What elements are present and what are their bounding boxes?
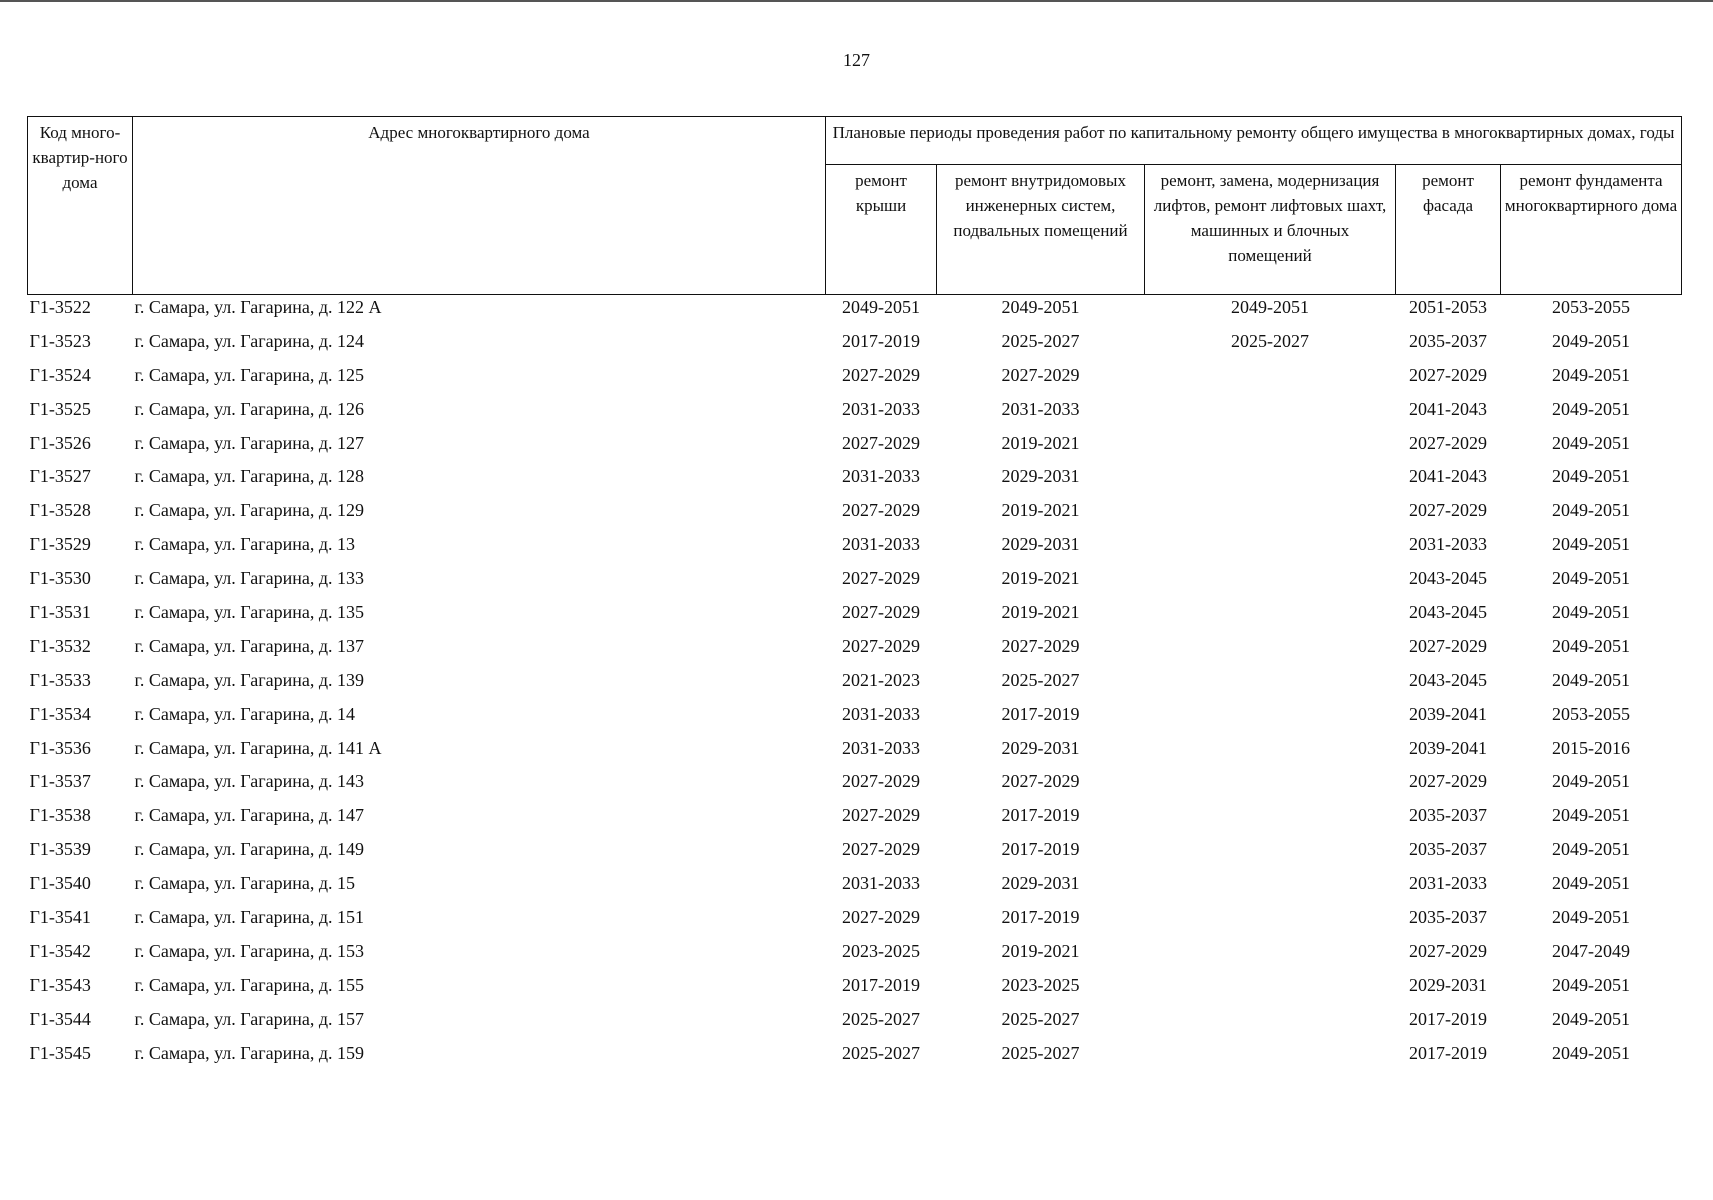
cell-address: г. Самара, ул. Гагарина, д. 135 xyxy=(134,602,365,623)
cell-lifts xyxy=(1145,532,1396,566)
cell-facade: 2017-2019 xyxy=(1409,1042,1487,1063)
cell-foundation: 2049-2051 xyxy=(1552,839,1631,860)
cell-lifts xyxy=(1145,431,1396,465)
cell-lifts xyxy=(1145,803,1396,837)
cell-roof: 2049-2051 xyxy=(842,297,920,317)
cell-lifts xyxy=(1145,1041,1396,1075)
header-periods-group xyxy=(826,117,1682,165)
table-row xyxy=(28,363,1682,397)
cell-systems: 2031-2033 xyxy=(1001,398,1080,419)
cell-roof: 2025-2027 xyxy=(842,1008,920,1029)
table-row xyxy=(28,431,1682,465)
cell-address: г. Самара, ул. Гагарина, д. 153 xyxy=(134,940,365,961)
table-row xyxy=(28,736,1682,770)
cell-lifts xyxy=(1145,363,1396,397)
cell-systems: 2025-2027 xyxy=(1001,330,1080,351)
table-row xyxy=(28,600,1682,634)
header-lifts: ремонт, замена, модернизация лифтов, ремонт лифтовых шахт, машинных и блочных помещений xyxy=(1145,165,1396,295)
cell-systems: 2029-2031 xyxy=(1001,737,1080,758)
cell-lifts xyxy=(1145,871,1396,905)
cell-code: Г1-3529 xyxy=(29,534,91,555)
cell-code: Г1-3530 xyxy=(29,568,91,589)
table-row xyxy=(28,498,1682,532)
cell-address: г. Самара, ул. Гагарина, д. 133 xyxy=(134,568,365,589)
cell-foundation: 2053-2055 xyxy=(1552,297,1631,317)
cell-code: Г1-3543 xyxy=(29,974,91,995)
cell-facade: 2035-2037 xyxy=(1409,805,1487,826)
cell-roof: 2027-2029 xyxy=(842,635,920,656)
table-row xyxy=(28,803,1682,837)
cell-address: г. Самара, ул. Гагарина, д. 126 xyxy=(134,398,365,419)
cell-address: г. Самара, ул. Гагарина, д. 15 xyxy=(134,873,356,894)
cell-systems: 2029-2031 xyxy=(1001,466,1080,487)
table-row xyxy=(28,397,1682,431)
cell-systems: 2017-2019 xyxy=(1001,703,1080,724)
cell-roof: 2031-2033 xyxy=(842,466,920,487)
cell-facade: 2041-2043 xyxy=(1409,398,1487,419)
table-row xyxy=(28,905,1682,939)
cell-address: г. Самара, ул. Гагарина, д. 128 xyxy=(134,466,365,487)
table-row xyxy=(28,295,1682,329)
table-row xyxy=(28,702,1682,736)
cell-roof: 2021-2023 xyxy=(842,669,920,690)
cell-facade: 2027-2029 xyxy=(1409,500,1487,521)
cell-lifts xyxy=(1145,905,1396,939)
table-row xyxy=(28,668,1682,702)
cell-address: г. Самара, ул. Гагарина, д. 14 xyxy=(134,703,356,724)
cell-lifts xyxy=(1145,566,1396,600)
table-row xyxy=(28,837,1682,871)
cell-systems: 2027-2029 xyxy=(1001,364,1080,385)
cell-code: Г1-3532 xyxy=(29,635,91,656)
cell-lifts xyxy=(1145,600,1396,634)
cell-foundation: 2049-2051 xyxy=(1552,602,1631,623)
capital-repair-table-container xyxy=(27,116,1681,1074)
cell-foundation: 2049-2051 xyxy=(1552,330,1631,351)
cell-facade: 2039-2041 xyxy=(1409,737,1487,758)
cell-facade: 2043-2045 xyxy=(1409,669,1487,690)
cell-address: г. Самара, ул. Гагарина, д. 124 xyxy=(134,330,365,351)
cell-foundation: 2015-2016 xyxy=(1552,737,1631,758)
cell-address: г. Самара, ул. Гагарина, д. 139 xyxy=(134,669,365,690)
cell-roof: 2027-2029 xyxy=(842,771,920,792)
cell-facade: 2029-2031 xyxy=(1409,974,1487,995)
cell-roof: 2031-2033 xyxy=(842,398,920,419)
header-periods-group-label: Плановые периоды проведения работ по капитальному ремонту общего имущества в многоквартирных домах, годы xyxy=(832,123,1675,142)
cell-facade: 2027-2029 xyxy=(1409,635,1487,656)
cell-lifts xyxy=(1145,973,1396,1007)
cell-systems: 2029-2031 xyxy=(1001,873,1080,894)
cell-facade: 2035-2037 xyxy=(1409,907,1487,928)
cell-facade: 2035-2037 xyxy=(1409,330,1487,351)
cell-systems: 2025-2027 xyxy=(1001,1042,1080,1063)
cell-facade: 2027-2029 xyxy=(1409,940,1487,961)
cell-lifts xyxy=(1145,498,1396,532)
cell-systems: 2019-2021 xyxy=(1001,940,1080,961)
table-row xyxy=(28,464,1682,498)
cell-systems: 2025-2027 xyxy=(1001,669,1080,690)
cell-foundation: 2049-2051 xyxy=(1552,907,1631,928)
cell-lifts xyxy=(1145,702,1396,736)
header-code-label: Код много-квартир-ного дома xyxy=(32,123,128,192)
cell-facade: 2027-2029 xyxy=(1409,364,1487,385)
cell-address: г. Самара, ул. Гагарина, д. 159 xyxy=(134,1042,365,1063)
cell-code: Г1-3526 xyxy=(29,432,91,453)
cell-facade: 2041-2043 xyxy=(1409,466,1487,487)
table-body xyxy=(28,295,1682,1075)
page-number: 127 xyxy=(843,50,870,70)
cell-facade: 2035-2037 xyxy=(1409,839,1487,860)
cell-roof: 2017-2019 xyxy=(842,974,920,995)
cell-lifts xyxy=(1145,464,1396,498)
cell-roof: 2027-2029 xyxy=(842,805,920,826)
header-systems: ремонт внутридомовых инженерных систем, подвальных помещений xyxy=(937,165,1145,295)
cell-roof: 2031-2033 xyxy=(842,703,920,724)
cell-foundation: 2047-2049 xyxy=(1552,940,1631,961)
cell-systems: 2027-2029 xyxy=(1001,635,1080,656)
cell-lifts: 2049-2051 xyxy=(1231,297,1309,317)
cell-address: г. Самара, ул. Гагарина, д. 147 xyxy=(134,805,365,826)
cell-systems: 2017-2019 xyxy=(1001,805,1080,826)
cell-lifts xyxy=(1145,736,1396,770)
cell-foundation: 2049-2051 xyxy=(1552,635,1631,656)
cell-roof: 2025-2027 xyxy=(842,1042,920,1063)
cell-code: Г1-3539 xyxy=(29,839,91,860)
cell-roof: 2017-2019 xyxy=(842,330,920,351)
cell-address: г. Самара, ул. Гагарина, д. 137 xyxy=(134,635,365,656)
cell-code: Г1-3541 xyxy=(29,907,91,928)
table-row xyxy=(28,532,1682,566)
cell-lifts xyxy=(1145,634,1396,668)
cell-facade: 2027-2029 xyxy=(1409,771,1487,792)
cell-roof: 2031-2033 xyxy=(842,737,920,758)
header-row-main xyxy=(28,117,1682,165)
cell-code: Г1-3538 xyxy=(29,805,91,826)
cell-roof: 2027-2029 xyxy=(842,839,920,860)
cell-code: Г1-3545 xyxy=(29,1042,91,1063)
cell-code: Г1-3527 xyxy=(29,466,91,487)
cell-systems: 2049-2051 xyxy=(1001,297,1080,317)
cell-facade: 2031-2033 xyxy=(1409,534,1487,555)
cell-roof: 2027-2029 xyxy=(842,500,920,521)
table-row xyxy=(28,566,1682,600)
cell-code: Г1-3523 xyxy=(29,330,91,351)
cell-code: Г1-3524 xyxy=(29,364,91,385)
cell-roof: 2027-2029 xyxy=(842,907,920,928)
cell-foundation: 2049-2051 xyxy=(1552,466,1631,487)
cell-facade: 2043-2045 xyxy=(1409,602,1487,623)
cell-lifts: 2025-2027 xyxy=(1231,330,1309,351)
cell-code: Г1-3540 xyxy=(29,873,91,894)
top-border-line xyxy=(0,0,1713,2)
cell-address: г. Самара, ул. Гагарина, д. 122 А xyxy=(134,297,382,317)
cell-foundation: 2049-2051 xyxy=(1552,669,1631,690)
cell-foundation: 2049-2051 xyxy=(1552,364,1631,385)
cell-systems: 2025-2027 xyxy=(1001,1008,1080,1029)
table-row xyxy=(28,939,1682,973)
cell-foundation: 2049-2051 xyxy=(1552,1008,1631,1029)
header-roof: ремонт крыши xyxy=(826,165,937,295)
cell-foundation: 2049-2051 xyxy=(1552,974,1631,995)
cell-roof: 2023-2025 xyxy=(842,940,920,961)
cell-roof: 2031-2033 xyxy=(842,873,920,894)
cell-code: Г1-3536 xyxy=(29,737,91,758)
cell-foundation: 2049-2051 xyxy=(1552,568,1631,589)
header-address-label: Адрес многоквартирного дома xyxy=(368,123,590,142)
cell-foundation: 2049-2051 xyxy=(1552,805,1631,826)
cell-roof: 2027-2029 xyxy=(842,364,920,385)
cell-foundation: 2049-2051 xyxy=(1552,771,1631,792)
cell-address: г. Самара, ул. Гагарина, д. 13 xyxy=(134,534,356,555)
header-facade: ремонт фасада xyxy=(1396,165,1501,295)
cell-lifts xyxy=(1145,1007,1396,1041)
cell-code: Г1-3522 xyxy=(29,297,91,317)
cell-systems: 2019-2021 xyxy=(1001,602,1080,623)
cell-systems: 2019-2021 xyxy=(1001,432,1080,453)
cell-code: Г1-3528 xyxy=(29,500,91,521)
cell-address: г. Самара, ул. Гагарина, д. 155 xyxy=(134,974,365,995)
cell-lifts xyxy=(1145,939,1396,973)
cell-code: Г1-3531 xyxy=(29,602,91,623)
table-row xyxy=(28,973,1682,1007)
cell-lifts xyxy=(1145,668,1396,702)
cell-address: г. Самара, ул. Гагарина, д. 141 А xyxy=(134,737,382,758)
table-row xyxy=(28,1041,1682,1075)
table-row xyxy=(28,1007,1682,1041)
cell-address: г. Самара, ул. Гагарина, д. 151 xyxy=(134,907,365,928)
table-row xyxy=(28,634,1682,668)
cell-foundation: 2049-2051 xyxy=(1552,500,1631,521)
table-row xyxy=(28,769,1682,803)
cell-systems: 2027-2029 xyxy=(1001,771,1080,792)
cell-roof: 2027-2029 xyxy=(842,568,920,589)
cell-address: г. Самара, ул. Гагарина, д. 157 xyxy=(134,1008,365,1029)
cell-lifts xyxy=(1145,397,1396,431)
cell-foundation: 2049-2051 xyxy=(1552,432,1631,453)
cell-address: г. Самара, ул. Гагарина, д. 143 xyxy=(134,771,365,792)
table-row xyxy=(28,871,1682,905)
cell-code: Г1-3525 xyxy=(29,398,91,419)
cell-roof: 2031-2033 xyxy=(842,534,920,555)
cell-roof: 2027-2029 xyxy=(842,602,920,623)
cell-systems: 2023-2025 xyxy=(1001,974,1080,995)
cell-facade: 2027-2029 xyxy=(1409,432,1487,453)
cell-address: г. Самара, ул. Гагарина, д. 125 xyxy=(134,364,365,385)
cell-address: г. Самара, ул. Гагарина, д. 129 xyxy=(134,500,365,521)
cell-systems: 2019-2021 xyxy=(1001,500,1080,521)
cell-facade: 2043-2045 xyxy=(1409,568,1487,589)
cell-foundation: 2049-2051 xyxy=(1552,873,1631,894)
cell-code: Г1-3542 xyxy=(29,940,91,961)
header-code xyxy=(28,117,133,295)
cell-foundation: 2053-2055 xyxy=(1552,703,1631,724)
cell-systems: 2019-2021 xyxy=(1001,568,1080,589)
cell-code: Г1-3537 xyxy=(29,771,91,792)
cell-foundation: 2049-2051 xyxy=(1552,398,1631,419)
cell-facade: 2039-2041 xyxy=(1409,703,1487,724)
cell-code: Г1-3544 xyxy=(29,1008,91,1029)
cell-code: Г1-3533 xyxy=(29,669,91,690)
cell-facade: 2017-2019 xyxy=(1409,1008,1487,1029)
cell-code: Г1-3534 xyxy=(29,703,91,724)
header-address xyxy=(133,117,826,295)
cell-address: г. Самара, ул. Гагарина, д. 149 xyxy=(134,839,365,860)
cell-lifts xyxy=(1145,837,1396,871)
cell-foundation: 2049-2051 xyxy=(1552,534,1631,555)
cell-systems: 2017-2019 xyxy=(1001,839,1080,860)
header-foundation: ремонт фундамента многоквартирного дома xyxy=(1501,165,1682,295)
cell-systems: 2029-2031 xyxy=(1001,534,1080,555)
table-row xyxy=(28,329,1682,363)
cell-facade: 2031-2033 xyxy=(1409,873,1487,894)
capital-repair-plan-table xyxy=(27,116,1682,1074)
cell-lifts xyxy=(1145,769,1396,803)
cell-facade: 2051-2053 xyxy=(1409,297,1487,317)
cell-address: г. Самара, ул. Гагарина, д. 127 xyxy=(134,432,365,453)
cell-roof: 2027-2029 xyxy=(842,432,920,453)
cell-foundation: 2049-2051 xyxy=(1552,1042,1631,1063)
cell-systems: 2017-2019 xyxy=(1001,907,1080,928)
